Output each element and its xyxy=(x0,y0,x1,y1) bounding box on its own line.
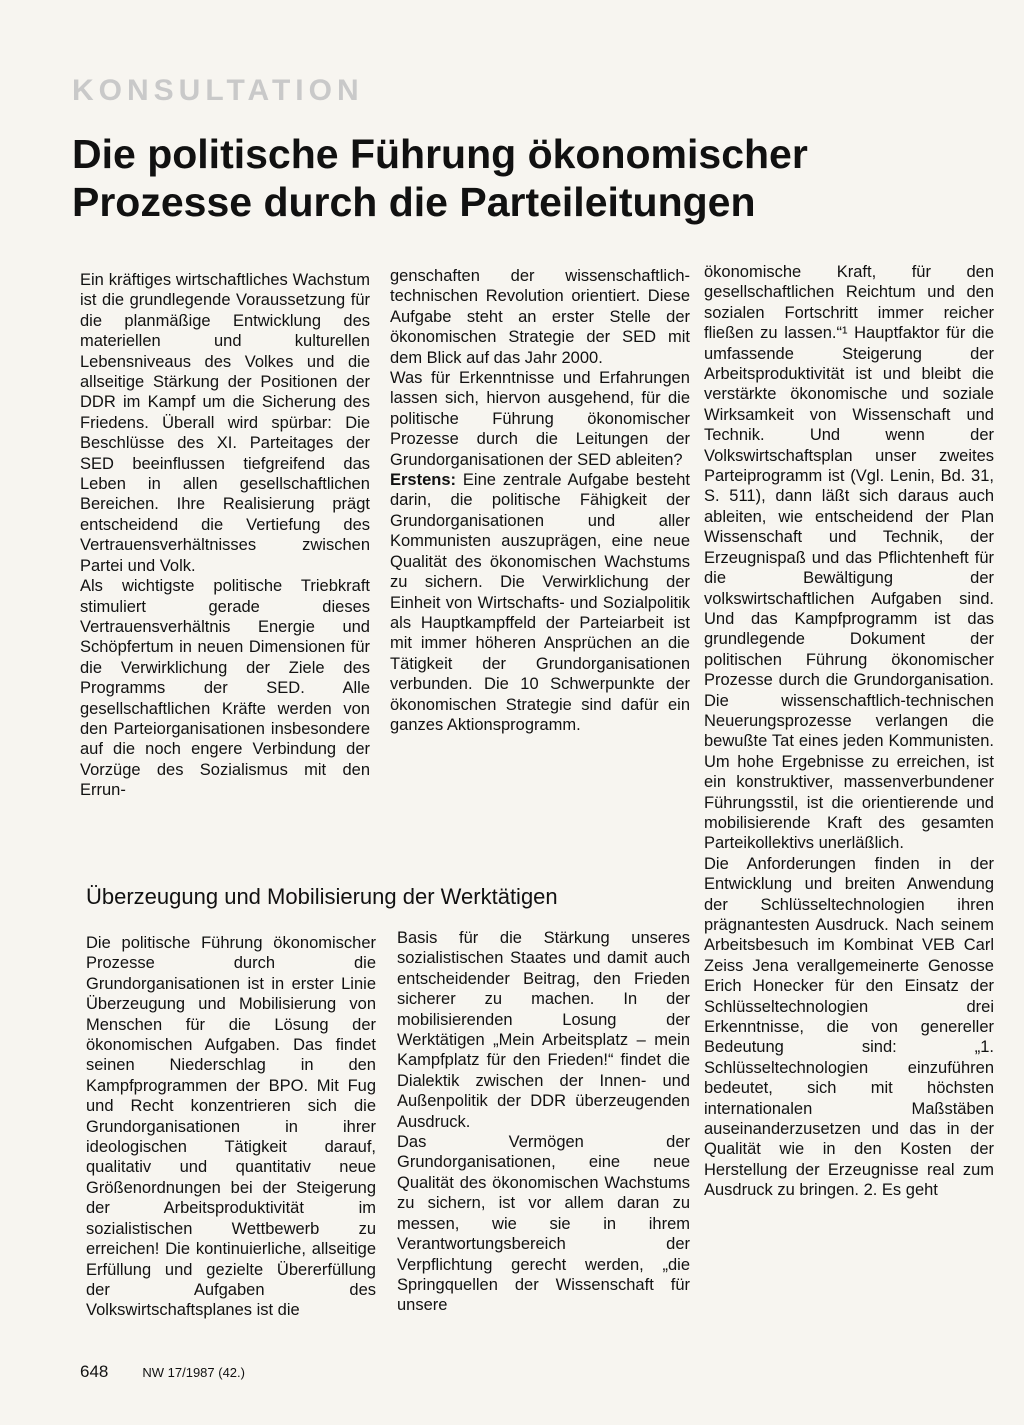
paragraph: Das Vermögen der Grundorganisationen, eine neue Qualität des ökonomischen Wachstums zu sichern, ist vor allem daran zu messen, wie sie in ihrem Verantwortungsbereich der Verpflichtung gerecht werden, „die Springquellen der Wissenschaft für unsere xyxy=(397,1133,690,1315)
issue-reference: NW 17/1987 (42.) xyxy=(142,1365,245,1380)
paragraph: ökonomische Kraft, für den gesellschaftlichen Reichtum und den sozialen Fortschritt immer reicher fließen zu lassen.“¹ Hauptfaktor für die umfassende Steigerung der Arbeitsproduktivität ist und bleibt die verstärkte ökonomische und soziale Wirksamkeit von Wissenschaft und Technik. Und wenn der Volkswirtschaftsplan unser zweites Parteiprogramm ist (Vgl. Lenin, Bd. 31, S. 511), dann läßt sich daraus auch ableiten, wie entscheidend der Plan Wissenschaft und Technik, der Erzeugnispaß und das Pflichtenheft für die Bewältigung der volkswirtschaftlichen Aufgaben sind. Und das Kampfprogramm ist das grundlegende Dokument der politischen Führung ökonomischer Prozesse durch die Grundorganisation. Die wissenschaftlich-technischen Neuerungsprozesse verlangen die bewußte Tat eines jeden Kommunisten. Um hohe Ergebnisse zu erreichen, ist ein konstruktiver, massenverbundener Führungsstil, ist die orientierende und mobilisierende Kraft des gesamten Parteikollektivs unerläßlich. xyxy=(704,263,994,853)
page-number: 648 xyxy=(80,1362,109,1381)
article-headline: Die politische Führung ökonomischer Prozesse durch die Parteileitungen xyxy=(72,131,808,225)
column-4 xyxy=(86,933,376,1321)
paragraph: Die politische Führung ökonomischer Prozesse durch die Grundorganisationen ist in erster Linie Überzeugung und Mobilisierung von Menschen für die Lösung der ökonomischen Aufgaben. Das findet seinen Niederschlag in den Kampfprogrammen der BPO. Mit Fug und Recht konzentrieren sich die Grundorganisationen in ihrer ideologischen Tätigkeit darauf, qualitativ und quantitativ neue Größenordnungen bei der Steigerung der Arbeitsproduktivität im sozialistischen Wettbewerb zu erreichen! Die kontinuierliche, allseitige Erfüllung und gezielte Übererfüllung der Aufgaben des Volkswirtschaftsplanes ist die xyxy=(86,934,376,1320)
column-1 xyxy=(80,270,370,801)
page-footer xyxy=(80,1362,245,1382)
lead-word: Erstens: xyxy=(390,471,457,490)
paragraph: Als wichtigste politische Triebkraft stimuliert gerade dieses Vertrauensverhältnis Energie und Schöpfertum in neuen Dimensionen für die Verwirklichung der Ziele des Programms der SED. Alle gesellschaftlichen Kräfte werden von den Parteiorganisationen insbesondere auf die noch engere Verbindung der Vorzüge des Sozialismus mit den Errun- xyxy=(80,577,370,800)
paragraph: Die Anforderungen finden in der Entwicklung und breiten Anwendung der Schlüsseltechnologien ihren prägnantesten Ausdruck. Nach seinem Arbeitsbesuch im Kombinat VEB Carl Zeiss Jena verallgemeinerte Genosse Erich Honecker für den Einsatz der Schlüsseltechnologien drei Erkenntnisse, die von genereller Bedeutung sind: „1. Schlüsseltechnologien einzuführen bedeutet, sich mit höchsten internationalen Maßstäben auseinanderzusetzen und das in der Qualität wie in den Kosten der Herstellung der Erzeugnisse real zum Ausdruck zu bringen. 2. Es geht xyxy=(704,854,994,1200)
column-5 xyxy=(397,928,690,1316)
paragraph-body: Eine zentrale Aufgabe besteht darin, die politische Fähigkeit der Grundorganisationen und aller Kommunisten auszuprägen, eine neue Qualität des ökonomischen Wachstums zu sichern. Die Verwirklichung der Einheit von Wirtschafts- und Sozialpolitik als Hauptkampffeld der Parteiarbeit ist mit immer höheren Ansprüchen an die Tätigkeit der Grundorganisationen verbunden. Die 10 Schwerpunkte der ökonomischen Strategie sind dafür ein ganzes Aktionsprogramm. xyxy=(390,471,690,734)
paragraph xyxy=(390,470,690,735)
column-3 xyxy=(704,262,994,1201)
kicker: KONSULTATION xyxy=(72,74,364,107)
column-2 xyxy=(390,266,690,735)
paragraph: Was für Erkenntnisse und Erfahrungen lassen sich, hiervon ausgehend, für die politische Führung ökonomischer Prozesse durch die Leitungen der Grundorganisationen der SED ableiten? xyxy=(390,369,690,469)
section-subhead: Überzeugung und Mobilisierung der Werktätigen xyxy=(86,884,558,909)
paragraph: Ein kräftiges wirtschaftliches Wachstum ist die grundlegende Voraussetzung für die planmäßige Entwicklung des materiellen und kulturellen Lebensniveaus des Volkes und die allseitige Stärkung der Positionen der DDR im Kampf um die Sicherung des Friedens. Überall wird spürbar: Die Beschlüsse des XI. Parteitages der SED beeinflussen tiefgreifend das Leben in allen gesellschaftlichen Bereichen. Ihre Realisierung prägt entscheidend die Vertiefung des Vertrauensverhältnisses zwischen Partei und Volk. xyxy=(80,271,370,575)
paragraph: Basis für die Stärkung unseres sozialistischen Staates und damit auch entscheidender Beitrag, den Frieden sicherer zu machen. In der mobilisierenden Losung der Werktätigen „Mein Arbeitsplatz – mein Kampfplatz für den Frieden!“ findet die Dialektik zwischen der Innen- und Außenpolitik der DDR überzeugenden Ausdruck. xyxy=(397,929,690,1131)
paragraph: genschaften der wissenschaftlich-technischen Revolution orientiert. Diese Aufgabe steht an erster Stelle der ökonomischen Strategie der SED mit dem Blick auf das Jahr 2000. xyxy=(390,267,690,367)
